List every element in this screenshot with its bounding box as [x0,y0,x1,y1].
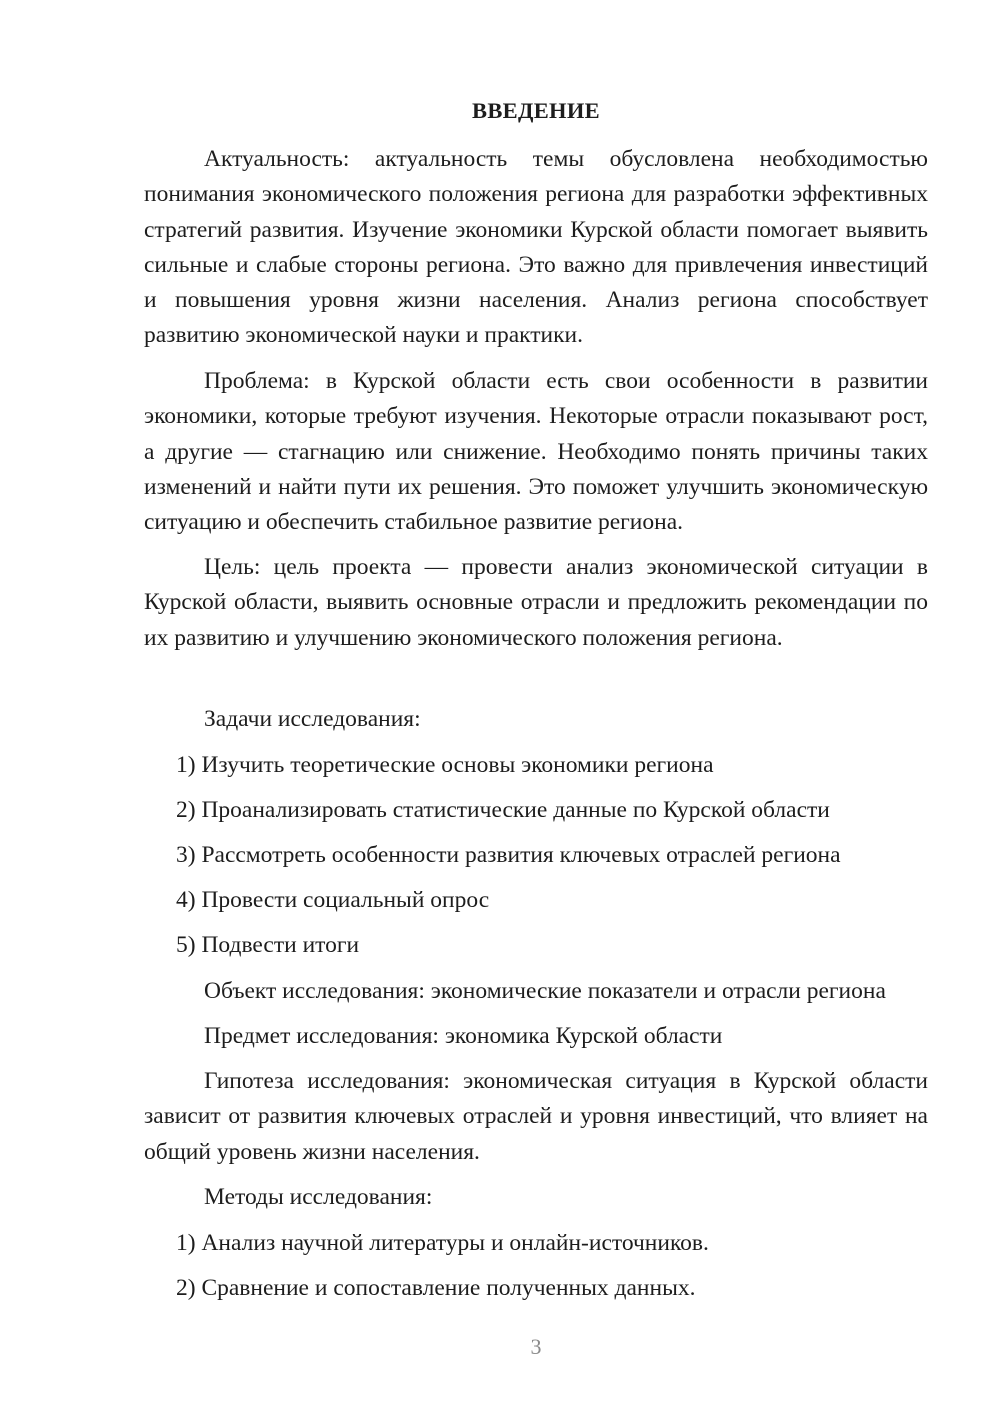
relevance-paragraph [144,142,928,354]
task-item [144,883,928,918]
method-item [144,1226,928,1261]
subject-line [144,1019,928,1054]
relevance-text: Актуальность: актуальность темы обусловлена необходимостью понимания экономического положения региона для разработки эффективных стратегий развития. Изучение экономики Курской области помогает выявить сильные и слабые стороны региона. Это важно для привлечения инвестиций и повышения уровня жизни населения. Анализ региона способствует развитию экономической науки и практики. [144,146,928,349]
method-item [144,1271,928,1306]
method-item-text: 1) Анализ научной литературы и онлайн-источников. [176,1230,709,1256]
subject-text: Предмет исследования: экономика Курской области [204,1023,723,1049]
task-item-text: 1) Изучить теоретические основы экономики региона [176,752,714,778]
hypothesis-paragraph [144,1064,928,1170]
task-item [144,838,928,873]
hypothesis-text: Гипотеза исследования: экономическая ситуация в Курской области зависит от развития ключевых отраслей и уровня инвестиций, что влияет на общий уровень жизни населения. [144,1068,928,1165]
task-item [144,793,928,828]
problem-text: Проблема: в Курской области есть свои особенности в развитии экономики, которые требуют изучения. Некоторые отрасли показывают рост, а другие — стагнацию или снижение. Необходимо понять причины таких изменений и найти пути их решения. Это поможет улучшить экономическую ситуацию и обеспечить стабильное развитие региона. [144,368,928,536]
task-item-text: 5) Подвести итоги [176,932,360,958]
object-text: Объект исследования: экономические показатели и отрасли региона [204,978,886,1004]
object-line [144,974,928,1009]
goal-text: Цель: цель проекта — провести анализ экономической ситуации в Курской области, выявить основные отрасли и предложить рекомендации по их развитию и улучшению экономического положения региона. [144,554,928,651]
task-item-text: 4) Провести социальный опрос [176,887,490,913]
goal-paragraph [144,550,928,656]
task-item [144,748,928,783]
tasks-heading-text: Задачи исследования: [204,706,421,732]
task-item [144,928,928,963]
problem-paragraph [144,364,928,540]
methods-heading-text: Методы исследования: [204,1184,433,1210]
tasks-heading [144,702,928,737]
task-item-text: 2) Проанализировать статистические данные по Курской области [176,797,830,823]
task-item-text: 3) Рассмотреть особенности развития ключевых отраслей региона [176,842,841,868]
page-title: ВВЕДЕНИЕ [472,98,600,123]
method-item-text: 2) Сравнение и сопоставление полученных данных. [176,1275,696,1301]
methods-heading [144,1180,928,1215]
page-number: 3 [530,1334,542,1359]
